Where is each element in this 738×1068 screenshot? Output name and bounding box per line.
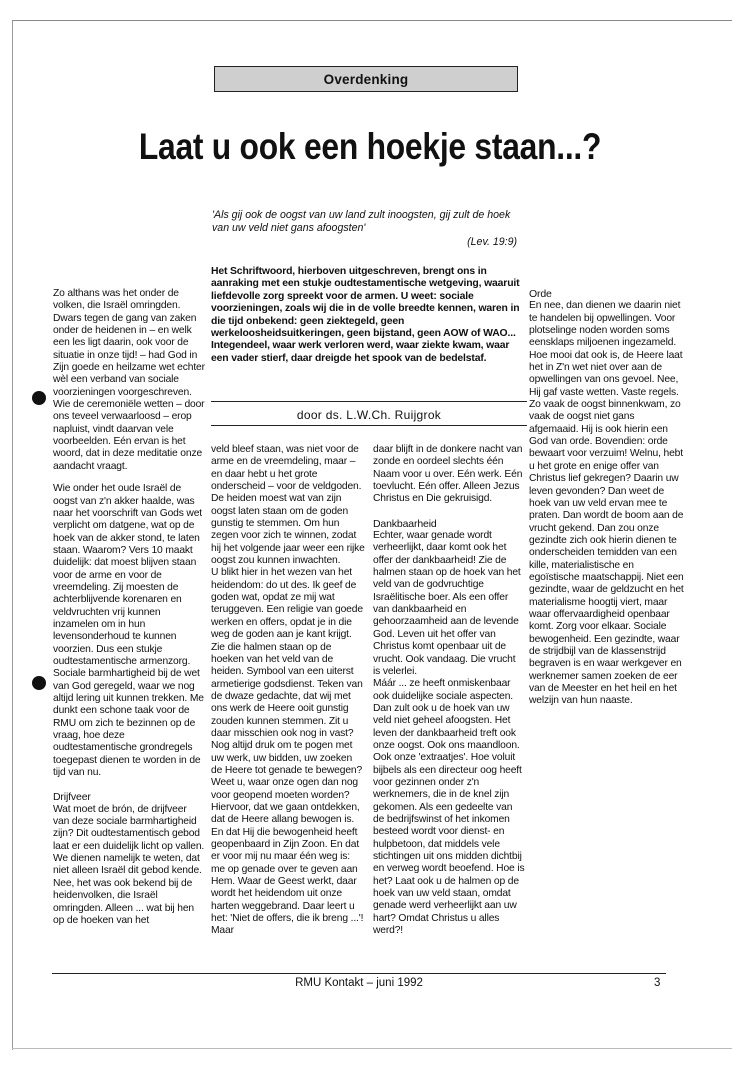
paragraph: U blikt hier in het wezen van het heidendom: do ut des. Ik geef de goden wat, opdat ze mij wat teruggeven. Een religie van goede werken en offers, opdat je in die weg de goden aan je kant krijgt. Zie die halmen staan op de hoeken van het veld van de heiden. Symbool van een uiterst armetierige godsdienst. Teken van de dwaze gedachte, dat wij met ons werk de Heere ooit gunstig zouden kunnen stemmen. Zit u daar misschien ook nog in vast? Nog altijd druk om te pogen met uw werk, uw bidden, uw zoeken de Heere tot genade te bewegen? Weet u, waar onze ogen dan nog voor geopend moeten worden? Hiervoor, dat we gaan ontdekken, dat de Heere allang bewogen is. En dat Hij die bewogenheid heeft geopenbaard in Zijn Zoon. En dat er voor mij nu maar één weg is: me op genade over te geven aan Hem. Waar de Geest werkt, daar wordt het heidendom uit onze harten weggebrand. Daar leert u het: 'Niet de offers, die ik breng ...'! Maar: [211, 567, 364, 937]
scripture-quote: 'Als gij ook de oogst van uw land zult inoogsten, gij zult de hoek van uw veld niet gans afoogsten': [212, 209, 511, 234]
paragraph: En nee, dan dienen we daarin niet te handelen bij opwellingen. Voor plotselinge noden worden soms eensklaps miljoenen ingezameld. Hoe mooi dat ook is, de Heere laat het in Z'n wet niet over aan de opwellingen van ons gevoel. Nee, Hij gaf vaste wetten. Vaste regels. Zo vaak de oogst binnenkwam, zo vaak de oogst niet gans afgemaaid. Hij is ook hierin een God van orde. Bovendien: orde bewaart voor verzuim! Welnu, hebt u het grote en enige offer van Christus lief gekregen? Daarin uw leven gevonden? Dan weet de hoek van uw veld ervan mee te praten. Dan wordt de boom aan de vrucht gekend. Dan zou onze gezindte zich ook hierin dienen te onderscheiden temidden van een kille, materialistische en egoïstische maatschappij. Niet een gezindte, waar de geldzucht en het materialisme hoogtij viert, maar waar offervaardigheid openbaar komt. Zorg voor elkaar. Sociale bewogenheid. Een gezindte, waar de strijdbijl van de klassenstrijd begraven is en waar werkgever en werknemer samen zoeken de eer van de Meester en het heil en het welzijn van hun naaste.: [529, 300, 684, 707]
text-column-4: [529, 288, 685, 708]
page-edge-left: [12, 20, 13, 1050]
footer-rule: [52, 973, 666, 974]
subheading-dankbaarheid: Dankbaarheid: [373, 517, 437, 530]
binder-hole-icon: [32, 391, 46, 405]
byline-rule-bottom: [211, 425, 527, 426]
byline-rule-top: [211, 401, 527, 402]
subheading-orde: Orde: [529, 288, 552, 300]
paragraph: Wie onder het oude Israël de oogst van z'n akker haalde, was naar het voorschrift van Gods wet verplicht om datgene, wat op de hoek van de akker stond, te laten staan. Waarom? Vers 10 maakt duidelijk: dat moest blijven staan voor de arme en voor de vreemdeling. Zij moesten de achterblijvende korenaren en veldvruchten vrij kunnen inzamelen om in hun levensonderhoud te kunnen voorzien. Dus een stukje oudtestamentische armenzorg. Sociale barmhartigheid bij de wet van God geregeld, waar we nog altijd lering uit kunnen trekken. Me dunkt een schone taak voor de RMU om zich te bezinnen op de vraag, hoe deze oudtestamentische grondregels toegepast dienen te worden in de tijd van nu.: [53, 483, 204, 779]
section-label: Overdenking: [214, 66, 518, 92]
paragraph: Echter, waar genade wordt verheerlijkt, daar komt ook het offer der dankbaarheid! Zie de halmen staan op de hoek van het veld van de godvruchtige Israëlitische boer. Als een offer van dankbaarheid en gehoorzaamheid aan de levende God. Leven uit het offer van Christus komt openbaar uit de vrucht. Ook vandaag. Die vrucht is velerlei.: [373, 530, 521, 677]
text-column-2: [211, 444, 365, 938]
paragraph: Wat moet de brón, de drijfveer van deze sociale barmhartigheid zijn? Dit oudtestamentisch gebod laat er een duidelijk licht op vallen. We dienen namelijk te weten, dat niet alleen Israël dit gebod kende. Nee, het was ook bekend bij de heidenvolken, die Israël omringden. Alleen ... wat bij hen op de hoeken van het: [53, 803, 205, 926]
paragraph: Máár ... ze heeft onmiskenbaar ook duidelijke sociale aspecten. Dan zult ook u de hoek van uw veld niet geheel afoogsten. Het leven der dankbaarheid treft ook onze oogst. Ook ons maandloon. Ook onze 'extraatjes'. Hoe voluit bijbels als een directeur oog heeft voor gezinnen onder z'n werknemers, die in de knel zijn gekomen. Als een gedeelte van de bedrijfswinst of het inkomen besteed wordt voor dienst- en hulpbetoon, dat middels vele stichtingen uit ons midden dichtbij en verweg wordt beoefend. Hoe is het? Laat ook u de halmen op de hoek van uw veld staan, omdat genade werd verheerlijkt aan uw hart? Omdat Christus u alles werd?!: [373, 678, 525, 937]
author-byline: door ds. L.W.Ch. Ruijgrok: [296, 408, 442, 422]
footer-publication: RMU Kontakt – juni 1992: [295, 977, 423, 989]
text-column-3: [373, 444, 525, 937]
paragraph: veld bleef staan, was niet voor de arme en de vreemdeling, maar – en daar hebt u het grote onderscheid – voor de veldgoden. De heiden moest wat van zijn oogst laten staan om de goden gunstig te stemmen. Om hun zegen voor zich te winnen, zodat hij het volgende jaar weer een rijke oogst zou kunnen inwachten.: [211, 444, 365, 567]
text-column-1: [53, 288, 205, 927]
article-title: Laat u ook een hoekje staan...?: [138, 126, 602, 167]
binder-hole-icon: [32, 676, 46, 690]
page-edge-bottom: [12, 1048, 732, 1049]
subheading-drijfveer: Drijfveer: [53, 791, 91, 804]
paragraph: daar blijft in de donkere nacht van zonde en oordeel slechts één Naam voor u over. Eén werk. Eén toevlucht. Eén offer. Alleen Jezus Christus en Die gekruisigd.: [373, 444, 523, 505]
paragraph: Zo althans was het onder de volken, die Israël omringden. Dwars tegen de gang van zaken onder de heidenen in – en welk een les ligt daarin, ook voor de situatie in onze tijd! – had God in Zijn goede en heilzame wet echter wèl een verband van sociale voorzieningen voorgeschreven. Wie de ceremoniële wetten – door ons teveel verwaarloosd – erop napluist, vindt daarvan vele voorbeelden. Eén ervan is het woord, dat in deze meditatie onze aandacht vraagt.: [53, 288, 205, 472]
page-number: 3: [654, 977, 661, 989]
article-intro: Het Schriftwoord, hierboven uitgeschreven, brengt ons in aanraking met een stukje oudtestamentische wetgeving, waaruit liefdevolle zorg spreekt voor de armen. U weet: sociale voorzieningen, zoals wij die in de volle breedte kennen, waren in die tijd onbekend: geen ziektegeld, geen werkeloosheidsuitkeringen, geen bijstand, geen AOW of WAO... Integendeel, waar werk verloren werd, waar ziekte kwam, waar een vader stierf, daar dreigde het spook van de bedelstaf.: [211, 266, 520, 364]
page-edge-top: [12, 20, 732, 21]
scripture-reference: (Lev. 19:9): [467, 236, 517, 248]
